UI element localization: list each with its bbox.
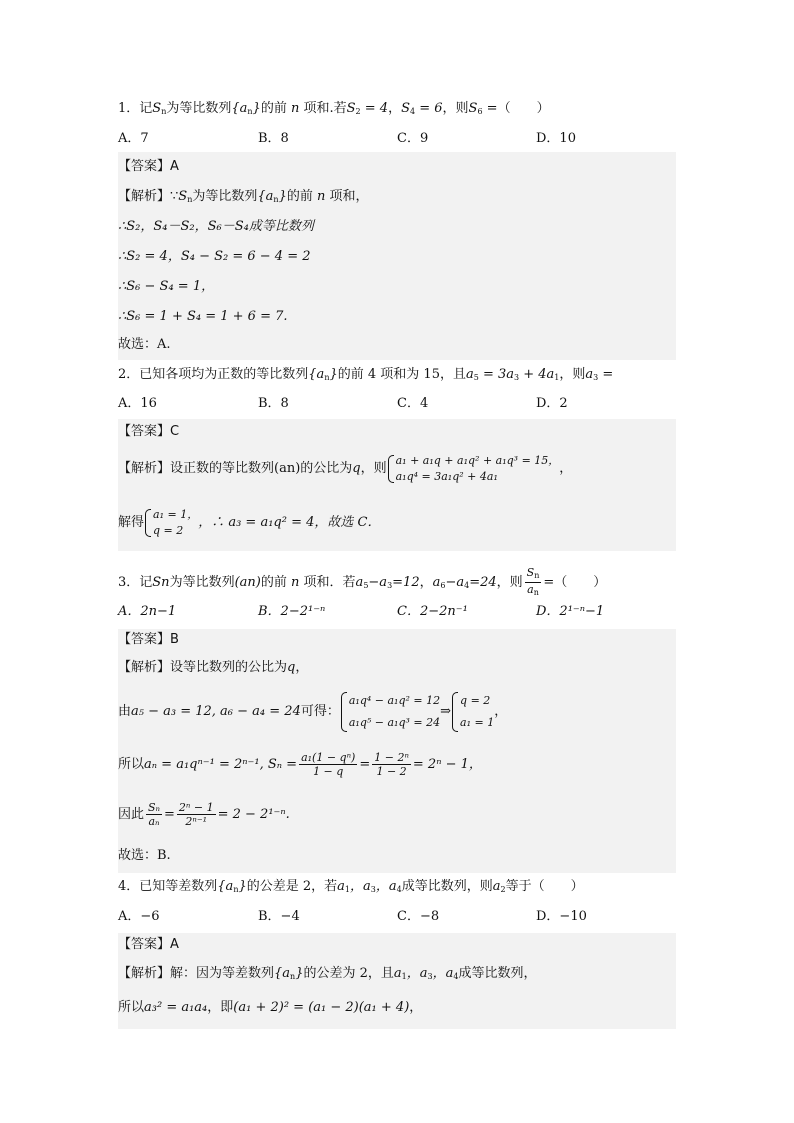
q2-option-c: C．4 [397, 396, 429, 411]
q1-stem: 1．记$S_n$为等比数列$\{a_n\}$的前 n 项和.若$S_2 = 4$，$S_4 = 6$，则$S_6$ =（ ） [118, 101, 550, 116]
q1-option-a: A．7 [118, 131, 149, 146]
q4-options [118, 908, 676, 926]
q2-equation-system: a₁ + a₁q + a₁q² + a₁q³ = 15， a₁q⁴ = 3a₁q² + 4a₁ [387, 453, 560, 485]
q3-explanation-line-3: 所以aₙ = a₁qⁿ⁻¹ = 2ⁿ⁻¹, Sₙ = $\frac{\text{a₁(1 − qⁿ)}}{1 - q}$ = $\frac{\text{1 − 2ⁿ}}{1 - 2}$ = 2ⁿ − 1， [118, 751, 482, 778]
q2-stem: 2．已知各项均为正数的等比数列$\{a_n\}$的前 4 项和为 15，且$a_5 = 3a_3 + 4a_1$，则$a_3$ = [118, 367, 614, 382]
q2-solution-block [118, 419, 676, 551]
q1-options [118, 130, 676, 148]
q3-stem: 3．记Sn为等比数列(an)的前 n 项和．若$a_5-a_3=12$，$a_6-a_4=24$，则 $\frac{S_n}{a_n}$ =（ ） [118, 566, 607, 597]
q3-explanation-line-1: 【解析】设等比数列的公比为q， [118, 660, 309, 675]
q4-solution-block [118, 933, 676, 1029]
q4-stem: 4．已知等差数列$\{a_n\}$的公差是 2，若$a_1$，$a_3$，$a_4$成等比数列，则$a_2$等于（ ） [118, 879, 584, 894]
q1-answer: 【答案】A [118, 159, 179, 174]
q1-choice: 故选：A. [118, 337, 171, 352]
q2-explanation-line-2: 解得 a₁ = 1， q = 2 ，∴ a₃ = a₁q² = 4，故选 C． [118, 507, 381, 537]
q2-answer: 【答案】C [118, 424, 180, 439]
q4-option-c: C．−8 [397, 909, 440, 924]
q2-option-a: A．16 [118, 396, 157, 411]
q2-options [118, 395, 676, 413]
q1-explanation-line-3: ∴S₂ = 4，S₄ − S₂ = 6 − 4 = 2 [118, 249, 311, 264]
q4-explanation-line-1: 【解析】解：因为等差数列$\{a_n\}$的公差为 2，且$a_1$，$a_3$，$a_4$成等比数列， [118, 966, 537, 981]
q3-option-b: B．2−2¹⁻ⁿ [258, 604, 326, 619]
q4-explanation-line-2: 所以a₃² = a₁a₄，即(a₁ + 2)² = (a₁ − 2)(a₁ + 4)， [118, 1000, 423, 1015]
q3-choice: 故选：B. [118, 848, 171, 863]
q1-explanation-line-1: 【解析】$\because S_n$为等比数列$\{a_n\}$的前 n 项和， [118, 189, 369, 204]
q2-option-d: D．2 [536, 396, 568, 411]
q2-option-b: B．8 [258, 396, 289, 411]
q3-result-system: q = 2 a₁ = 1 [451, 690, 494, 734]
q4-option-a: A．−6 [118, 909, 160, 924]
q3-explanation-line-4: 因此 $\frac{\text{Sₙ}}{\text{aₙ}}$ = $\frac{\text{2ⁿ − 1}}{\text{2ⁿ⁻¹}}$ = 2 − 2¹⁻ⁿ. [118, 801, 290, 828]
q1-option-d: D．10 [536, 131, 576, 146]
q3-explanation-line-2: 由a₅ − a₃ = 12, a₆ − a₄ = 24可得： a₁q⁴ − a₁q² = 12 a₁q⁵ − a₁q³ = 24 ⇒ q = 2 a₁ = 1 ， [118, 685, 507, 739]
q1-explanation-line-5: ∴S₆ = 1 + S₄ = 1 + 6 = 7. [118, 309, 288, 324]
q3-options [118, 603, 676, 621]
q3-option-a: A．2n−1 [118, 604, 177, 619]
q3-option-c: C．2−2n⁻¹ [397, 604, 468, 619]
q1-option-c: C．9 [397, 131, 429, 146]
q1-option-b: B．8 [258, 131, 289, 146]
q3-answer: 【答案】B [118, 632, 179, 647]
q1-explanation-line-2: ∴S₂，S₄－S₂，S₆－S₄成等比数列 [118, 219, 314, 234]
q3-solution-block [118, 629, 676, 873]
q4-option-b: B．−4 [258, 909, 300, 924]
q2-explanation-line-1: 【解析】设正数的等比数列(an)的公比为q，则 a₁ + a₁q + a₁q² + a₁q³ = 15， a₁q⁴ = 3a₁q² + 4a₁ ， [118, 453, 573, 483]
q3-option-d: D．2¹⁻ⁿ−1 [536, 604, 605, 619]
q3-equation-system: a₁q⁴ − a₁q² = 12 a₁q⁵ − a₁q³ = 24 [340, 690, 440, 734]
q4-answer: 【答案】A [118, 937, 179, 952]
q1-solution-block [118, 152, 676, 360]
q2-solution-system: a₁ = 1， q = 2 [144, 507, 198, 539]
q4-option-d: D．−10 [536, 909, 587, 924]
q1-explanation-line-4: ∴S₆ − S₄ = 1， [118, 279, 215, 294]
